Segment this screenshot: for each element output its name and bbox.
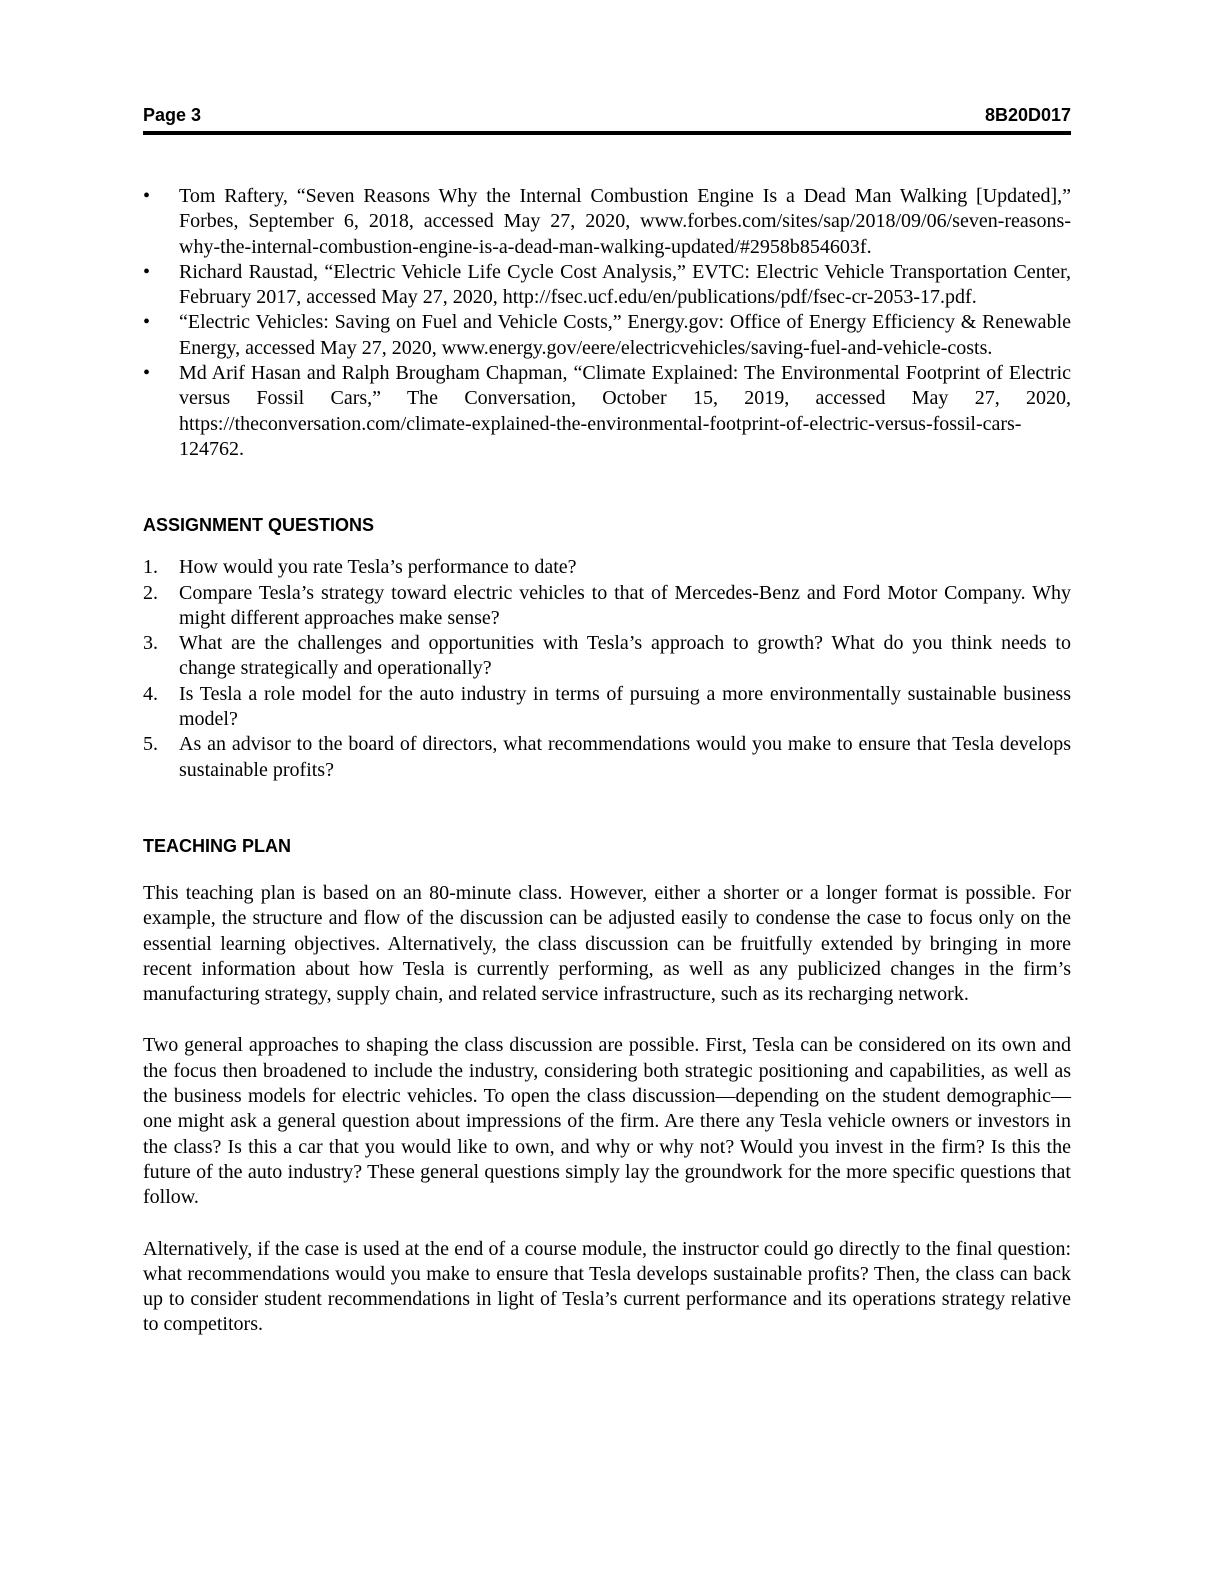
reference-text: Tom Raftery, “Seven Reasons Why the Internal Combustion Engine Is a Dead Man Walking [Updated],” Forbes, September 6, 2018, accessed May 27, 2020, www.forbes.com/sites/sap/2018/09/06/seven-reasons-why-the-internal-combustion-engine-is-a-dead-man-walking-updated/#2958b854603f. bbox=[179, 185, 1071, 258]
question-text: How would you rate Tesla’s performance to date? bbox=[179, 556, 577, 579]
question-number: 3. bbox=[143, 632, 158, 655]
reference-item bbox=[143, 260, 1071, 311]
reference-item bbox=[143, 361, 1071, 462]
teaching-plan-paragraph: Two general approaches to shaping the class discussion are possible. First, Tesla can be considered on its own and the focus then broadened to include the industry, considering both strategic positioning and capabilities, as well as the business models for electric vehicles. To open the class discussion—depending on the student demographic—one might ask a general question about impressions of the firm. Are there any Tesla vehicle owners or investors in the class? Is this a car that you would like to own, and why or why not? Would you invest in the firm? Is this the future of the auto industry? These general questions simply lay the groundwork for the more specific questions that follow. bbox=[143, 1034, 1071, 1209]
bullet-icon: • bbox=[143, 260, 151, 283]
bullet-icon: • bbox=[143, 362, 151, 385]
teaching-plan-heading: TEACHING PLAN bbox=[143, 835, 291, 856]
document-page bbox=[143, 104, 1071, 1338]
question-text: What are the challenges and opportunities with Tesla’s approach to growth? What do you think needs to change strategically and operationally? bbox=[179, 632, 1071, 680]
assignment-question-list bbox=[143, 555, 1071, 783]
bullet-icon: • bbox=[143, 185, 151, 207]
question-number: 1. bbox=[143, 556, 158, 579]
question-text: As an advisor to the board of directors, what recommendations would you make to ensure that Tesla develops sustainable profits? bbox=[179, 733, 1071, 781]
page-number: Page 3 bbox=[143, 105, 202, 125]
question-text: Is Tesla a role model for the auto industry in terms of pursuing a more environmentally sustainable business model? bbox=[179, 682, 1071, 731]
document-code: 8B20D017 bbox=[984, 105, 1071, 125]
question-item bbox=[143, 581, 1071, 632]
question-text: Compare Tesla’s strategy toward electric vehicles to that of Mercedes-Benz and Ford Motor Company. Why might different approaches make sense? bbox=[179, 581, 1071, 629]
reference-text: Richard Raustad, “Electric Vehicle Life Cycle Cost Analysis,” EVTC: Electric Vehicle Transportation Center, February 2017, accessed May 27, 2020, http://fsec.ucf.edu/en/publications/pdf/fsec-cr-2053-17.pdf. bbox=[179, 260, 1071, 309]
question-item bbox=[143, 682, 1071, 733]
reference-item bbox=[143, 310, 1071, 361]
assignment-questions-heading: ASSIGNMENT QUESTIONS bbox=[143, 515, 375, 536]
reference-text: “Electric Vehicles: Saving on Fuel and Vehicle Costs,” Energy.gov: Office of Energy Efficiency & Renewable Energy, accessed May 27, 2020, www.energy.gov/eere/electricvehicles/saving-fuel-and-vehicle-costs. bbox=[179, 311, 1071, 359]
question-item bbox=[143, 555, 1071, 580]
bullet-icon: • bbox=[143, 311, 151, 334]
reference-text: Md Arif Hasan and Ralph Brougham Chapman, “Climate Explained: The Environmental Footprint of Electric versus Fossil Cars,” The Conversation, October 15, 2019, accessed May 27, 2020, https://theconversation.com/climate-explained-the-environmental-footprint-of-electric-versus-fossil-cars-124762. bbox=[179, 362, 1071, 460]
page-header bbox=[143, 104, 1071, 135]
reference-item bbox=[143, 184, 1071, 260]
teaching-plan-paragraph: This teaching plan is based on an 80-minute class. However, either a shorter or a longer format is possible. For example, the structure and flow of the discussion can be adjusted easily to condense the case to focus only on the essential learning objectives. Alternatively, the class discussion can be fruitfully extended by bringing in more recent information about how Tesla is currently performing, as well as any publicized changes in the firm’s manufacturing strategy, supply chain, and related service infrastructure, such as its recharging network. bbox=[143, 881, 1071, 1006]
question-number: 4. bbox=[143, 682, 158, 705]
question-item bbox=[143, 732, 1071, 783]
question-number: 2. bbox=[143, 581, 158, 604]
question-item bbox=[143, 631, 1071, 682]
teaching-plan-paragraph: Alternatively, if the case is used at the end of a course module, the instructor could go directly to the final question: what recommendations would you make to ensure that Tesla develops sustainable profits? Then, the class can back up to consider student recommendations in light of Tesla’s current performance and its operations strategy relative to competitors. bbox=[143, 1237, 1071, 1336]
reference-list bbox=[143, 184, 1071, 462]
question-number: 5. bbox=[143, 733, 158, 756]
